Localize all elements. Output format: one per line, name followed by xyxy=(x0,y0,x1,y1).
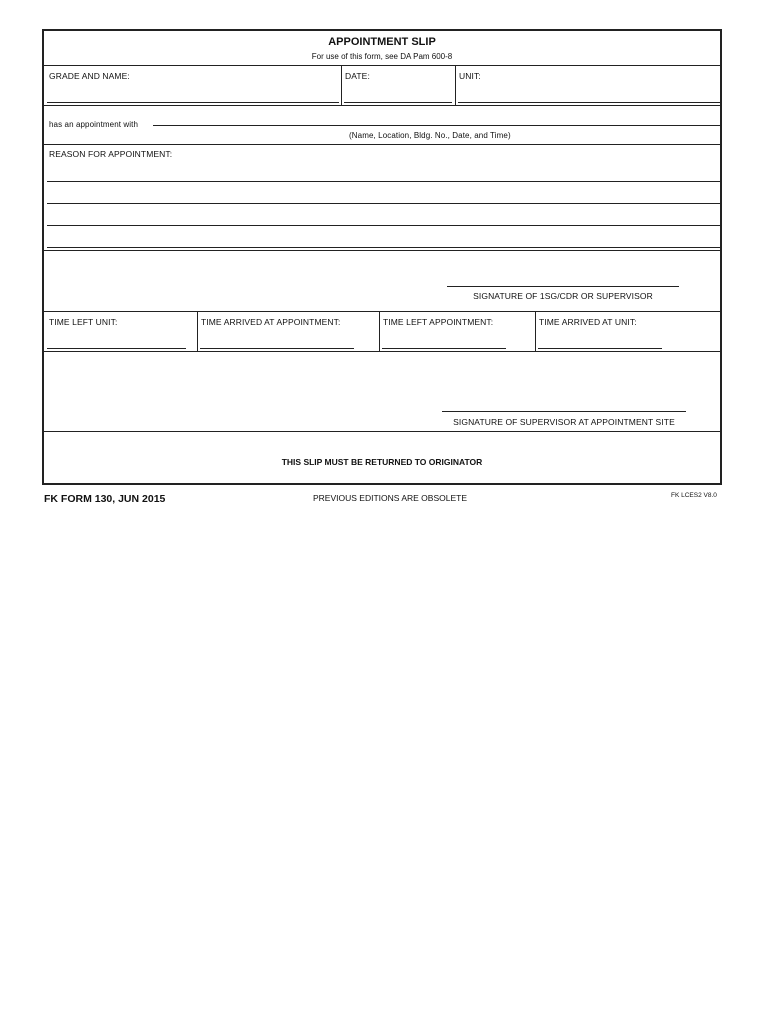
appointment-hint: (Name, Location, Bldg. No., Date, and Time) xyxy=(349,131,511,140)
divider xyxy=(44,65,720,66)
site-supervisor-signature-field[interactable] xyxy=(442,411,686,412)
appointment-with-label: has an appointment with xyxy=(49,120,139,129)
appointment-slip-form xyxy=(42,29,722,485)
divider xyxy=(455,65,456,105)
divider xyxy=(341,65,342,105)
editions-note: PREVIOUS EDITIONS ARE OBSOLETE xyxy=(313,493,467,503)
divider xyxy=(44,144,720,145)
reason-line-4[interactable] xyxy=(47,247,722,248)
unit-label: UNIT: xyxy=(459,71,481,81)
divider xyxy=(44,250,720,251)
reason-label: REASON FOR APPOINTMENT: xyxy=(49,149,173,159)
time-arrived-appointment-field[interactable] xyxy=(200,348,354,349)
divider xyxy=(535,311,536,351)
time-left-unit-label: TIME LEFT UNIT: xyxy=(49,317,118,327)
site-supervisor-signature-label: SIGNATURE OF SUPERVISOR AT APPOINTMENT SITE xyxy=(453,417,675,427)
time-arrived-appointment-label: TIME ARRIVED AT APPOINTMENT: xyxy=(201,317,341,327)
reason-line-1[interactable] xyxy=(47,181,722,182)
form-subtitle: For use of this form, see DA Pam 600-8 xyxy=(311,52,453,61)
time-left-unit-field[interactable] xyxy=(47,348,186,349)
divider xyxy=(44,105,720,106)
divider xyxy=(44,311,720,312)
divider xyxy=(44,431,720,432)
form-title: APPOINTMENT SLIP xyxy=(328,36,436,48)
reason-line-3[interactable] xyxy=(47,225,722,226)
supervisor-signature-label: SIGNATURE OF 1SG/CDR OR SUPERVISOR xyxy=(473,291,653,301)
divider xyxy=(197,311,198,351)
reason-line-2[interactable] xyxy=(47,203,722,204)
time-arrived-unit-label: TIME ARRIVED AT UNIT: xyxy=(539,317,637,327)
date-field[interactable] xyxy=(344,102,452,103)
supervisor-signature-field[interactable] xyxy=(447,286,679,287)
grade-name-label: GRADE AND NAME: xyxy=(49,71,130,81)
unit-field[interactable] xyxy=(458,102,722,103)
divider xyxy=(379,311,380,351)
grade-name-field[interactable] xyxy=(47,102,339,103)
divider xyxy=(44,351,720,352)
appointment-with-field[interactable] xyxy=(153,125,722,126)
form-id: FK FORM 130, JUN 2015 xyxy=(44,493,166,505)
time-arrived-unit-field[interactable] xyxy=(538,348,662,349)
return-notice: THIS SLIP MUST BE RETURNED TO ORIGINATOR xyxy=(281,457,483,467)
time-left-appointment-label: TIME LEFT APPOINTMENT: xyxy=(383,317,494,327)
date-label: DATE: xyxy=(345,71,370,81)
form-version: FK LCES2 V8.0 xyxy=(671,492,717,499)
time-left-appointment-field[interactable] xyxy=(382,348,506,349)
